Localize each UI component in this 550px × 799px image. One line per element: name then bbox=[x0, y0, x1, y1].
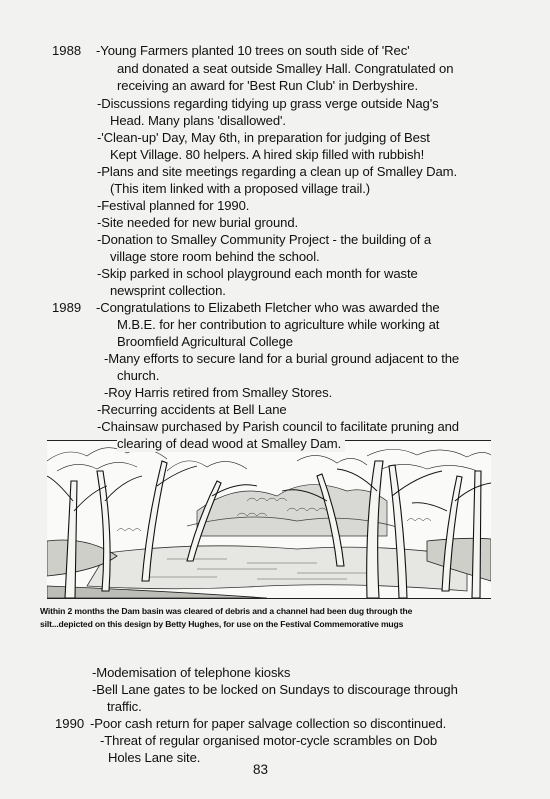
text-line: -Plans and site meetings regarding a clean up of Smalley Dam. bbox=[97, 164, 457, 179]
text-line: -Skip parked in school playground each month for waste bbox=[97, 266, 418, 281]
text-line: Holes Lane site. bbox=[108, 750, 201, 765]
text-line: traffic. bbox=[107, 699, 142, 714]
text-line: -Many efforts to secure land for a burial ground adjacent to the bbox=[104, 351, 460, 366]
year-1989: 1989 bbox=[52, 300, 82, 315]
year-1988: 1988 bbox=[52, 43, 82, 58]
text-line: -Donation to Smalley Community Project - the building of a bbox=[97, 232, 432, 247]
text-line: -'Clean-up' Day, May 6th, in preparation for judging of Best bbox=[97, 130, 430, 145]
text-line: receiving an award for 'Best Run Club' in Derbyshire. bbox=[117, 78, 418, 93]
dam-illustration bbox=[47, 440, 491, 599]
text-line: Head. Many plans 'disallowed'. bbox=[110, 113, 286, 128]
text-line: -Bell Lane gates to be locked on Sundays to discourage through bbox=[92, 682, 458, 697]
illustration-caption bbox=[40, 605, 510, 631]
page-number: 83 bbox=[253, 762, 269, 777]
year-1990: 1990 bbox=[55, 716, 85, 731]
text-line: -Threat of regular organised motor-cycle scrambles on Dob bbox=[100, 733, 438, 748]
text-line: Broomfield Agricultural College bbox=[117, 334, 293, 349]
text-line: (This item linked with a proposed village trail.) bbox=[110, 181, 370, 196]
text-line: -Site needed for new burial ground. bbox=[97, 215, 299, 230]
text-line: -Roy Harris retired from Smalley Stores. bbox=[104, 385, 333, 400]
text-line: church. bbox=[117, 368, 160, 383]
text-line: -Festival planned for 1990. bbox=[97, 198, 250, 213]
text-line: and donated a seat outside Smalley Hall. Congratulated on bbox=[117, 61, 454, 76]
text-line: M.B.E. for her contribution to agriculture while working at bbox=[117, 317, 440, 332]
dam-illustration-drawing bbox=[47, 441, 491, 598]
text-line: -Congratulations to Elizabeth Fletcher who was awarded the bbox=[96, 300, 440, 315]
text-line: village store room behind the school. bbox=[110, 249, 320, 264]
text-line: -Poor cash return for paper salvage collection so discontinued. bbox=[90, 716, 447, 731]
text-line: -Chainsaw purchased by Parish council to facilitate pruning and bbox=[97, 419, 459, 434]
text-line: newsprint collection. bbox=[110, 283, 226, 298]
text-line: -Recurring accidents at Bell Lane bbox=[97, 402, 287, 417]
text-line: -Young Farmers planted 10 trees on south side of 'Rec' bbox=[96, 43, 410, 58]
text-line: -Modemisation of telephone kiosks bbox=[92, 665, 291, 680]
text-line: -Discussions regarding tidying up grass verge outside Nag's bbox=[97, 96, 439, 111]
caption-line: silt...depicted on this design by Betty Hughes, for use on the Festival Commemorative mugs bbox=[40, 619, 404, 629]
caption-line: Within 2 months the Dam basin was cleared of debris and a channel had been dug through the bbox=[40, 606, 413, 616]
text-line: clearing of dead wood at Smalley Dam. bbox=[117, 436, 345, 452]
text-line: Kept Village. 80 helpers. A hired skip filled with rubbish! bbox=[110, 147, 425, 162]
